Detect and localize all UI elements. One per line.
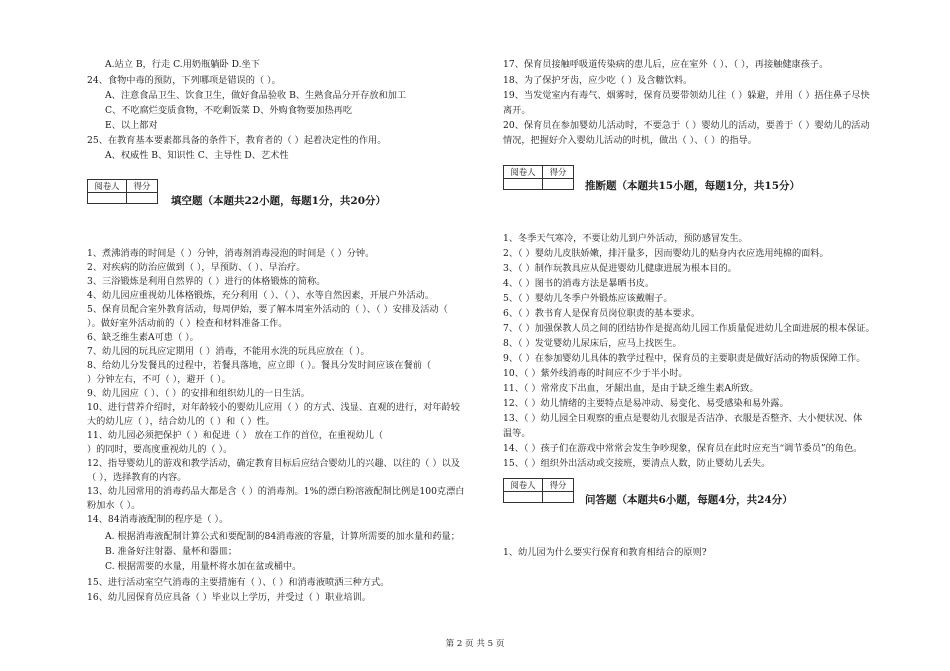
reviewer-cell[interactable] — [504, 179, 543, 190]
fill-question: 15、进行活动室空气消毒的主要措施有（ ）、（ ）和消毒液喷洒三种方式。 — [87, 577, 390, 588]
question-25: 25、在教育基本要素都具备的条件下，教育者的（ ）起着决定性的作用。 — [87, 135, 387, 146]
judge-question: 7、（ ）加强保教人员之间的团结协作是提高幼儿园工作质量促进幼儿全面进展的根本保证。 — [503, 323, 875, 334]
fill-question: 大的幼儿应（ ），结合幼儿的（ ）和（ ）性。 — [87, 416, 275, 427]
judge-question: 13、（ ）幼儿园全日观察的重点是婴幼儿衣服是否洁净、衣服是否整齐、大小便状况、体 — [503, 413, 863, 424]
fill-question: 16、幼儿园保育员应具备（ ）毕业以上学历，并受过（ ）职业培训。 — [87, 592, 371, 603]
judge-question: 12、（ ）幼儿情绪的主要特点是易冲动、易变化、易受感染和易外露。 — [503, 398, 789, 409]
section-title-qa: 问答题（本题共6小题，每题4分，共24分） — [585, 494, 793, 506]
judge-question: 2、（ ）婴幼儿皮肤娇嫩，排汗量多，因而婴幼儿的贴身内衣应选用纯棉的面料。 — [503, 248, 829, 259]
reviewer-cell[interactable] — [504, 492, 543, 503]
fill-question-option: B. 准备好注射器、量杯和器皿； — [105, 546, 238, 557]
judge-question: 8、（ ）发觉婴幼儿尿床后，应马上找医生。 — [503, 338, 682, 349]
fill-question: 2、对疾病的防治应做到（ ），早预防、（ ）、早治疗。 — [87, 262, 306, 273]
score-box-judge — [503, 165, 574, 190]
fill-question: 情况，把握好介入婴幼儿活动的时机，做出（ ）、（ ）的指导。 — [503, 135, 757, 146]
fill-question: 17、保育员接触呼吸道传染病的患儿后，应在室外（ ）、（ ），再接触健康孩子。 — [503, 59, 829, 70]
score-cell[interactable] — [543, 179, 574, 190]
fill-question: 4、幼儿园应重视幼儿体格锻炼，充分利用（ ）、（ ）、水等自然因素，开展户外活动。 — [87, 290, 435, 301]
fill-question: 5、保育员配合室外教育活动，每周伊始，要了解本周室外活动的（ ）、（ ）安排及活动（ — [87, 304, 448, 315]
fill-question: 9、幼儿园应（ ）、（ ）的安排和组织幼儿的一日生活。 — [87, 388, 310, 399]
judge-question: 15、（ ）组织外出活动或交接班，要清点人数，防止婴幼儿丢失。 — [503, 458, 771, 469]
fill-question: ）分钟左右，不可（ ），避开（ ）。 — [87, 374, 231, 385]
fill-question: 7、幼儿园的玩具应定期用（ ）消毒，不能用水洗的玩具应放在（ ）。 — [87, 346, 370, 357]
judge-question: 4、（ ）图书的消毒方法是暴晒书皮。 — [503, 278, 655, 289]
score-box-qa — [503, 478, 574, 503]
score-label: 得分 — [543, 479, 574, 492]
fill-question: 20、保育员在参加婴幼儿活动时，不要急于（ ）婴幼儿的活动，要善于（ ）婴幼儿的活动 — [503, 120, 870, 131]
judge-question: 11、（ ）常常皮下出血，牙龈出血，是由于缺乏维生素A所致。 — [503, 383, 759, 394]
question-23-options: A.站立 B，行走 C.用奶瓶躺卧 D.坐下 — [105, 59, 260, 70]
section-title-fill-in: 填空题（本题共22小题，每题1分，共20分） — [171, 195, 387, 207]
judge-question: 1、冬季天气寒冷，不要让幼儿到户外活动，预防感冒发生。 — [503, 233, 748, 244]
score-box-fill — [87, 179, 158, 204]
score-cell[interactable] — [127, 193, 158, 204]
fill-question: 10、进行营养介绍时，对年龄较小的婴幼儿应用（ ）的方式、浅显、直观的进行，对年龄较 — [87, 402, 460, 413]
fill-question: 13、幼儿园常用的消毒药品大都是含（ ）的消毒剂。1%的漂白粉溶液配制比例是100克漂白 — [87, 486, 465, 497]
question-25-options: A、权威性 B、知识性 C、主导性 D、艺术性 — [105, 150, 289, 161]
fill-question: 1、煮沸消毒的时间是（ ）分钟，消毒剂消毒浸泡的时间是（ ）分钟。 — [87, 248, 375, 259]
judge-question: 10、（ ）紫外线消毒的时间应不少于半小时。 — [503, 368, 688, 379]
judge-question: 9、（ ）在参加婴幼儿具体的教学过程中，保育员的主要职责是做好活动的物质保障工作。 — [503, 353, 866, 364]
fill-question: 粉加水（ ）。 — [87, 500, 141, 511]
section-title-judge: 推断题（本题共15小题，每题1分，共15分） — [585, 180, 801, 192]
qa-question: 1、幼儿园为什么要实行保育和教育相结合的原则? — [503, 547, 707, 558]
judge-question: 5、（ ）婴幼儿冬季户外锻炼应该戴帽子。 — [503, 293, 673, 304]
fill-question: 11、幼儿园必须把保护（ ）和促进（ ） 放在工作的首位，在重视幼儿（ — [87, 430, 384, 441]
fill-question: ）的同时，要高度重视幼儿的（ ）。 — [87, 444, 233, 455]
fill-question: 8、给幼儿分发餐具的过程中，若餐具落地，应立即（ ）。餐具分发时间应该在餐前（ — [87, 360, 432, 371]
fill-question: 离开。 — [503, 105, 531, 116]
fill-question-option: C. 根据需要的水量，用量杯将水加在盆或桶中。 — [105, 561, 302, 572]
fill-question: 12、指导婴幼儿的游戏和教学活动，确定教育目标后应结合婴幼儿的兴趣、以往的（ ）以及 — [87, 458, 460, 469]
reviewer-label: 阅卷人 — [88, 180, 127, 193]
fill-question: 6、缺乏维生素A可患（ ）。 — [87, 332, 199, 343]
fill-question: 3、三浴锻炼是利用自然界的（ ）进行的体格锻炼的简称。 — [87, 276, 326, 287]
reviewer-cell[interactable] — [88, 193, 127, 204]
fill-question-option: A. 根据消毒液配制计算公式和要配制的84消毒液的容量，计算所需要的加水量和药量； — [105, 531, 460, 542]
fill-question: （ ），选择教育的内容。 — [87, 472, 187, 483]
score-cell[interactable] — [543, 492, 574, 503]
question-24-option-cd: C、不吃腐烂变质食物，不吃剩饭菜 D、外购食物要加热再吃 — [105, 105, 353, 116]
judge-question: 6、（ ）教书育人是保育员岗位职责的基本要求。 — [503, 308, 701, 319]
score-label: 得分 — [127, 180, 158, 193]
fill-question: 18、为了保护牙齿，应少吃（ ）及含糖饮料。 — [503, 75, 693, 86]
fill-question: 14、84消毒液配制的程序是（ ）。 — [87, 514, 229, 525]
fill-question: ）。做好室外活动前的（ ）检查和材料准备工作。 — [87, 318, 288, 329]
reviewer-label: 阅卷人 — [504, 479, 543, 492]
fill-question: 19、当发觉室内有毒气、烟雾时，保育员要带领幼儿往（ ）躲避，并用（ ）捂住鼻子尽快 — [503, 90, 870, 101]
page-footer: 第 2 页 共 5 页 — [445, 639, 505, 649]
score-label: 得分 — [543, 166, 574, 179]
judge-question: 温等。 — [503, 428, 531, 439]
judge-question: 3、（ ）制作玩教具应从促进婴幼儿健康进展为根本目的。 — [503, 263, 737, 274]
judge-question: 14、（ ）孩子们在游戏中常常会发生争吵现象，保育员在此时应充当“调节委员”的角色。 — [503, 443, 863, 454]
question-24-option-e: E、以上都对 — [105, 120, 158, 131]
question-24-option-ab: A、注意食品卫生、饮食卫生，做好食品验收 B、生熟食品分开存放和加工 — [105, 90, 407, 101]
reviewer-label: 阅卷人 — [504, 166, 543, 179]
question-24: 24、食物中毒的预防，下列哪项是错误的（ ）。 — [87, 75, 281, 86]
